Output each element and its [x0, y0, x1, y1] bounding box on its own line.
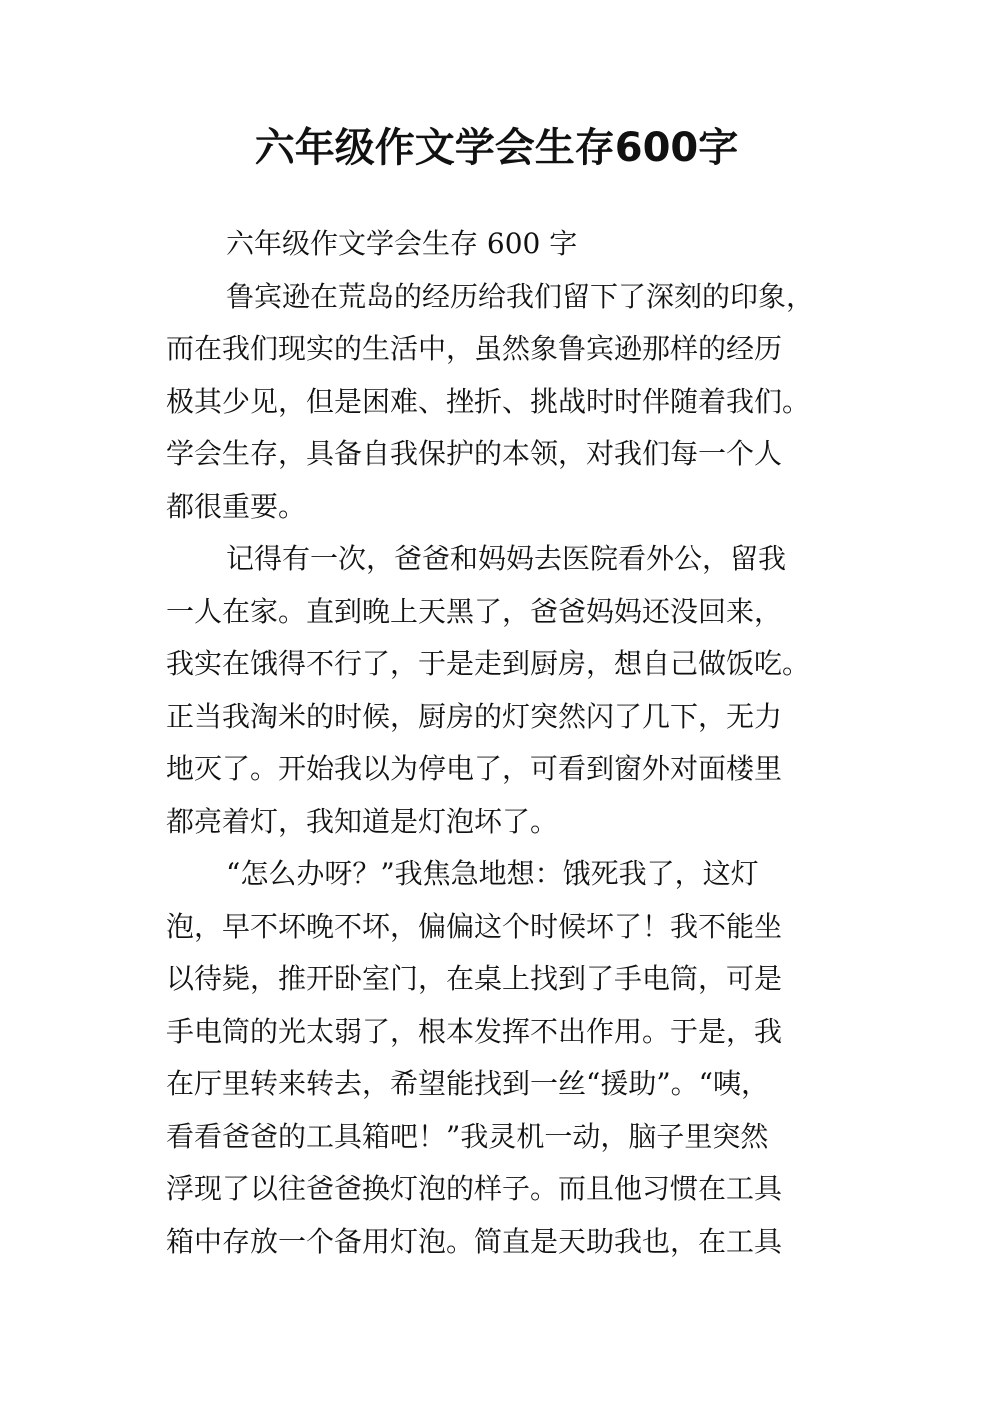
text-line: 一人在家。直到晚上天黑了，爸爸妈妈还没回来，	[166, 594, 783, 628]
text-line: 箱中存放一个备用灯泡。简直是天助我也，在工具	[166, 1224, 783, 1258]
paragraph-dialogue	[166, 848, 826, 1268]
text-line: 都很重要。	[166, 489, 307, 523]
text-line: 地灭了。开始我以为停电了，可看到窗外对面楼里	[166, 752, 783, 785]
text-line: 学会生存，具备自我保护的本领，对我们每一个人	[166, 437, 783, 470]
paragraph-story	[166, 533, 826, 848]
text-line: 泡，早不坏晚不坏，偏偏这个时候坏了！我不能坐	[166, 909, 783, 943]
text-line: 看看爸爸的工具箱吧！”我灵机一动，脑子里突然	[166, 1119, 769, 1153]
text-line: 六年级作文学会生存 600 字	[226, 227, 578, 260]
text-line: 记得有一次，爸爸和妈妈去医院看外公，留我	[226, 542, 787, 575]
document-title: 六年级作文学会生存600字	[254, 125, 739, 171]
text-line: 正当我淘米的时候，厨房的灯突然闪了几下，无力	[166, 699, 783, 733]
paragraph-intro	[166, 271, 826, 534]
text-line: 我实在饿得不行了，于是走到厨房，想自己做饭吃。	[166, 647, 811, 680]
text-line: 鲁宾逊在荒岛的经历给我们留下了深刻的印象，	[226, 279, 815, 313]
paragraph-subtitle	[166, 218, 826, 271]
text-line: 以待毙，推开卧室门，在桌上找到了手电筒，可是	[166, 962, 783, 995]
text-line: 而在我们现实的生活中，虽然象鲁宾逊那样的经历	[166, 332, 783, 365]
text-line: “怎么办呀？”我焦急地想：饿死我了，这灯	[226, 857, 759, 890]
text-line: 手电筒的光太弱了，根本发挥不出作用。于是，我	[166, 1014, 783, 1048]
document-body	[166, 218, 826, 1268]
text-line: 极其少见，但是困难、挫折、挑战时时伴随着我们。	[166, 384, 811, 418]
text-line: 在厅里转来转去，希望能找到一丝“援助”。“咦，	[166, 1067, 769, 1100]
text-line: 都亮着灯，我知道是灯泡坏了。	[166, 804, 559, 838]
text-line: 浮现了以往爸爸换灯泡的样子。而且他习惯在工具	[166, 1172, 783, 1205]
